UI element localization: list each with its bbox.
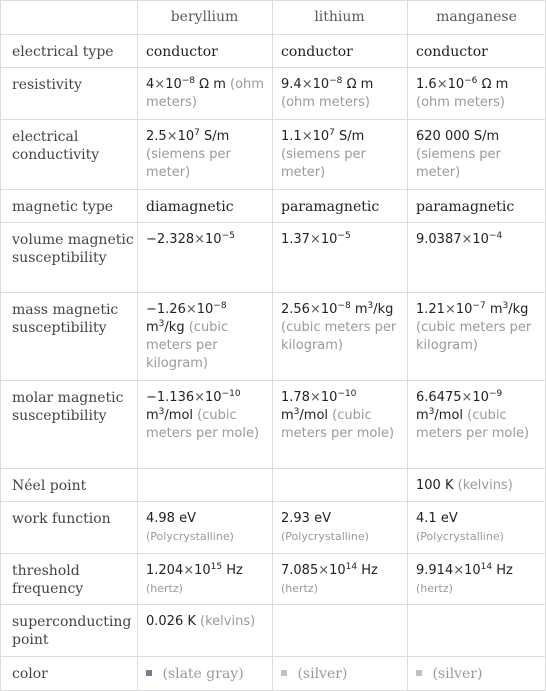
value-exponent: 14 <box>480 562 493 572</box>
value-cell <box>137 222 272 292</box>
unit-exponent: 3 <box>367 301 374 311</box>
value-unit: /kg <box>373 302 394 317</box>
value-cell <box>407 119 546 189</box>
value-exponent: −8 <box>181 76 196 86</box>
times-sign: × <box>301 77 313 92</box>
column-divider <box>272 0 273 691</box>
row-label: superconducting point <box>12 614 132 648</box>
value-text: 100 <box>416 478 441 493</box>
value-note: (ohm meters) <box>146 77 264 110</box>
value-mantissa: 9.0387 <box>416 232 462 247</box>
value-unit: Ω m <box>199 77 226 92</box>
value-cell <box>407 292 546 380</box>
value-base: 10 <box>472 232 489 247</box>
value-note: (kelvins) <box>457 478 513 493</box>
value-mantissa: 1.21 <box>416 302 445 317</box>
value-base: 10 <box>472 390 489 405</box>
value-exponent: −5 <box>221 231 235 241</box>
unit-exponent: 3 <box>428 407 435 417</box>
column-divider <box>407 0 408 691</box>
value-unit: Ω m <box>481 77 509 92</box>
value-cell <box>272 67 407 119</box>
value-unit: eV <box>314 511 331 526</box>
value-cell <box>137 380 272 468</box>
row-label: electrical type <box>12 44 114 60</box>
value-mantissa: −2.328 <box>146 232 195 247</box>
value-unit: S/m <box>204 129 230 144</box>
color-swatch <box>146 670 152 676</box>
value-exponent: 15 <box>210 562 223 572</box>
value-note: (Polycrystalline) <box>281 530 369 543</box>
value-unit: Hz <box>496 563 513 578</box>
value-unit: K <box>187 614 196 629</box>
times-sign: × <box>166 129 178 144</box>
value-exponent: −8 <box>213 301 227 311</box>
value-cell <box>407 656 546 691</box>
value-cell <box>272 34 407 67</box>
value-exponent: −5 <box>337 231 351 241</box>
value-exponent: −8 <box>329 76 343 86</box>
value-note: (silver) <box>432 666 483 682</box>
value-note: (ohm meters) <box>281 95 371 110</box>
value-mantissa: 2.56 <box>281 302 310 317</box>
times-sign: × <box>309 232 321 247</box>
value-cell <box>272 119 407 189</box>
row-divider <box>0 222 546 223</box>
row-label: Néel point <box>12 478 87 494</box>
times-sign: × <box>309 302 321 317</box>
row-label: magnetic type <box>12 199 114 215</box>
value-cell <box>137 292 272 380</box>
value-base: 10 <box>464 563 481 578</box>
value-base: 10 <box>455 302 473 317</box>
value-text: 0.026 <box>146 614 184 629</box>
value-note: (siemens per meter) <box>146 147 231 180</box>
value-note: (cubic meters per kilogram) <box>281 320 397 353</box>
row-divider <box>0 656 546 657</box>
value-base: 10 <box>194 563 211 578</box>
column-divider <box>137 0 138 691</box>
column-header: manganese <box>436 9 517 25</box>
value-exponent: 7 <box>194 128 200 138</box>
value-base: 10 <box>320 232 338 247</box>
value-base: 10 <box>165 77 182 92</box>
row-divider <box>0 501 546 502</box>
value-note: (hertz) <box>281 582 318 595</box>
value-base: 10 <box>312 129 330 144</box>
value-text: 4.1 <box>416 511 437 526</box>
row-divider <box>0 292 546 293</box>
row-label: threshold frequency <box>12 563 84 597</box>
value-mantissa: 1.204 <box>146 563 184 578</box>
value-cell <box>407 501 546 553</box>
value-note: (Polycrystalline) <box>146 530 234 543</box>
value-cell <box>137 604 272 656</box>
row-divider <box>0 34 546 35</box>
row-divider <box>0 468 546 469</box>
value-cell <box>272 656 407 691</box>
value-cell <box>407 34 546 67</box>
times-sign: × <box>444 302 456 317</box>
value-cell <box>137 656 272 691</box>
value-exponent: −6 <box>464 76 478 86</box>
value-note: (silver) <box>297 666 348 682</box>
value-cell <box>272 553 407 604</box>
value-note: (cubic meters per mole) <box>416 408 530 441</box>
times-sign: × <box>301 129 313 144</box>
value-mantissa: 1.78 <box>281 390 310 405</box>
value-text: paramagnetic <box>281 199 380 215</box>
row-label: work function <box>12 511 111 527</box>
value-cell <box>272 501 407 553</box>
value-mantissa: −1.136 <box>146 390 195 405</box>
value-cell <box>137 189 272 222</box>
value-cell <box>272 604 407 656</box>
value-base: 10 <box>320 390 338 405</box>
row-divider <box>0 119 546 120</box>
value-cell <box>272 468 407 501</box>
value-note: (cubic meters per mole) <box>146 408 260 441</box>
row-divider <box>0 0 546 1</box>
value-unit: m <box>354 302 368 317</box>
value-mantissa: 4 <box>146 77 155 92</box>
value-text: 2.93 <box>281 511 310 526</box>
value-unit: m <box>281 408 294 423</box>
value-mantissa: 1.1 <box>281 129 302 144</box>
value-cell <box>407 604 546 656</box>
value-mantissa: 1.6 <box>416 77 437 92</box>
column-header: lithium <box>314 9 365 25</box>
times-sign: × <box>453 563 465 578</box>
value-base: 10 <box>196 302 214 317</box>
value-exponent: −9 <box>488 389 503 399</box>
row-label: resistivity <box>12 77 82 93</box>
unit-exponent: 3 <box>293 407 300 417</box>
column-header: beryllium <box>170 9 239 25</box>
value-unit: /mol <box>299 408 329 423</box>
row-label: electrical conductivity <box>12 129 100 163</box>
value-exponent: −8 <box>337 301 351 311</box>
value-unit: /kg <box>508 302 529 317</box>
value-base: 10 <box>205 232 222 247</box>
value-base: 10 <box>312 77 330 92</box>
times-sign: × <box>194 390 206 405</box>
value-cell <box>407 380 546 468</box>
value-unit: S/m <box>339 129 365 144</box>
column-divider <box>0 0 1 691</box>
value-cell <box>272 222 407 292</box>
value-exponent: −10 <box>337 389 357 399</box>
times-sign: × <box>194 232 206 247</box>
value-note: (kelvins) <box>200 614 256 629</box>
times-sign: × <box>461 390 473 405</box>
value-unit: m <box>489 302 503 317</box>
value-cell <box>137 34 272 67</box>
value-note: (ohm meters) <box>416 95 506 110</box>
times-sign: × <box>436 77 448 92</box>
value-mantissa: −1.26 <box>146 302 186 317</box>
value-unit: Hz <box>226 563 243 578</box>
row-divider <box>0 380 546 381</box>
value-unit: m <box>146 408 159 423</box>
color-swatch <box>416 670 422 676</box>
times-sign: × <box>183 563 195 578</box>
value-cell <box>272 189 407 222</box>
value-mantissa: 9.914 <box>416 563 454 578</box>
value-note: (hertz) <box>416 582 453 595</box>
value-unit: m <box>146 320 159 335</box>
times-sign: × <box>309 390 321 405</box>
value-cell <box>407 222 546 292</box>
value-base: 10 <box>320 302 338 317</box>
value-cell <box>407 67 546 119</box>
unit-exponent: 3 <box>158 407 165 417</box>
row-label: color <box>12 666 48 682</box>
header-corner <box>0 0 137 34</box>
value-mantissa: 1.37 <box>281 232 310 247</box>
times-sign: × <box>461 232 473 247</box>
value-unit: S/m <box>473 129 500 144</box>
value-unit: Ω m <box>346 77 374 92</box>
value-text: conductor <box>416 44 488 60</box>
row-divider <box>0 189 546 190</box>
value-note: (Polycrystalline) <box>416 530 504 543</box>
unit-exponent: 3 <box>502 301 509 311</box>
row-divider <box>0 67 546 68</box>
value-note: (cubic meters per mole) <box>281 408 395 441</box>
value-exponent: −10 <box>221 389 241 399</box>
value-cell <box>272 292 407 380</box>
value-base: 10 <box>329 563 346 578</box>
value-unit: /kg <box>164 320 185 335</box>
unit-exponent: 3 <box>158 319 165 329</box>
value-text: 620 000 <box>416 129 470 144</box>
value-text: conductor <box>146 44 218 60</box>
value-exponent: 14 <box>345 562 358 572</box>
value-note: (cubic meters per kilogram) <box>416 320 532 353</box>
value-base: 10 <box>447 77 465 92</box>
value-cell <box>137 67 272 119</box>
value-note: (siemens per meter) <box>281 147 366 180</box>
value-cell <box>137 119 272 189</box>
value-mantissa: 9.4 <box>281 77 302 92</box>
value-exponent: 7 <box>329 128 335 138</box>
value-unit: eV <box>440 511 458 526</box>
value-exponent: −4 <box>488 231 503 241</box>
value-note: (cubic meters per kilogram) <box>146 320 229 371</box>
value-cell <box>407 189 546 222</box>
value-text: diamagnetic <box>146 199 234 215</box>
value-exponent: −7 <box>472 301 486 311</box>
row-label: molar magnetic susceptibility <box>12 390 124 424</box>
value-unit: eV <box>179 511 196 526</box>
value-cell <box>137 468 272 501</box>
value-note: (siemens per meter) <box>416 147 501 180</box>
value-cell <box>407 468 546 501</box>
row-divider <box>0 553 546 554</box>
row-label: mass magnetic susceptibility <box>12 302 119 336</box>
value-base: 10 <box>205 390 222 405</box>
value-text: 4.98 <box>146 511 175 526</box>
color-swatch <box>281 670 287 676</box>
value-mantissa: 2.5 <box>146 129 167 144</box>
value-unit: /mol <box>434 408 464 423</box>
row-label: volume magnetic susceptibility <box>12 232 134 266</box>
value-text: paramagnetic <box>416 199 515 215</box>
value-text: conductor <box>281 44 353 60</box>
row-divider <box>0 604 546 605</box>
value-cell <box>272 380 407 468</box>
value-unit: Hz <box>361 563 378 578</box>
value-unit: m <box>416 408 429 423</box>
value-cell <box>137 501 272 553</box>
value-mantissa: 6.6475 <box>416 390 462 405</box>
value-note: (slate gray) <box>162 666 244 682</box>
times-sign: × <box>318 563 330 578</box>
value-unit: K <box>444 478 454 493</box>
value-note: (hertz) <box>146 582 183 595</box>
value-mantissa: 7.085 <box>281 563 319 578</box>
times-sign: × <box>185 302 197 317</box>
value-cell <box>407 553 546 604</box>
value-base: 10 <box>177 129 195 144</box>
value-cell <box>137 553 272 604</box>
times-sign: × <box>154 77 166 92</box>
value-unit: /mol <box>164 408 194 423</box>
